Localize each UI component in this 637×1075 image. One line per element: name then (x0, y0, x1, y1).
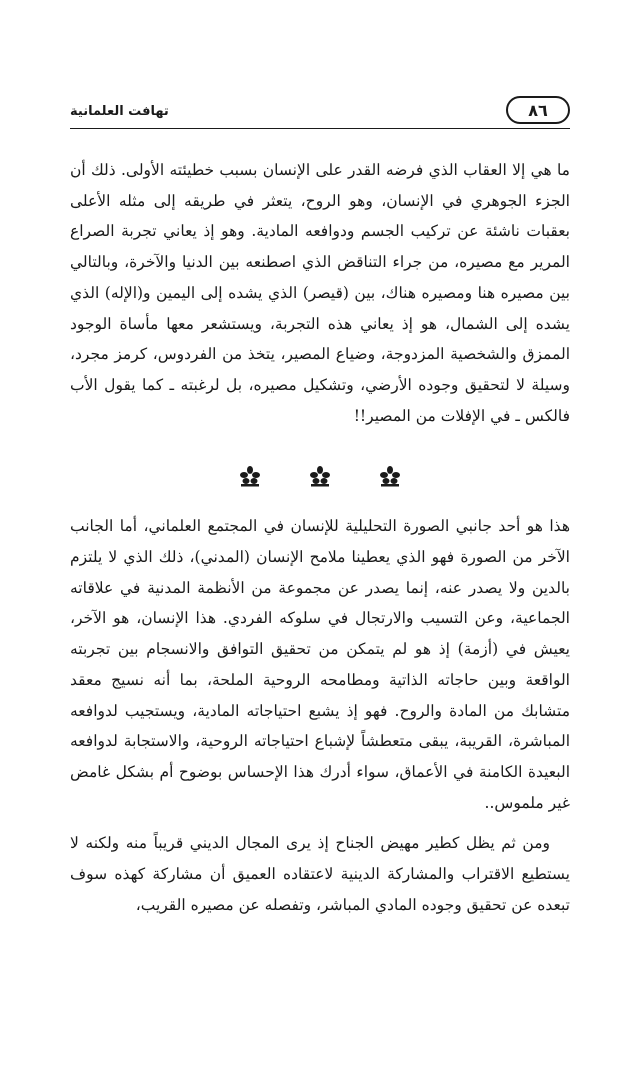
running-title: تهافت العلمانية (70, 104, 169, 119)
page-number-text: ٨٦ (528, 100, 548, 120)
page-body (70, 155, 570, 920)
section-divider-ornaments (70, 463, 570, 489)
page-header (70, 96, 570, 130)
header-divider (70, 128, 570, 129)
page-number (506, 96, 570, 124)
paragraph-3: ومن ثم يظل كطير مهيض الجناح إذ يرى المجال الديني قريباً منه ولكنه لا يستطيع الاقتراب والمشاركة الدينية لاعتقاده العميق أن مشاركة كهذه سوف تبعده عن تحقيق وجوده المادي المباشر، وتفصله عن مصيره القريب، (70, 834, 570, 914)
floral-ornament-icon (308, 465, 332, 487)
paragraph-1: ما هي إلا العقاب الذي فرضه القدر على الإنسان بسبب خطيئته الأولى. ذلك أن الجزء الجوهري في الإنسان، وهو الروح، يتعثر في طريقه إلى مثله الأعلى بعقبات ناشئة عن تركيب الجسم ودوافعه المادية. وهو إذ يعاني تجربة الصراع المرير مع مصيره، من جراء التناقض الذي اصطنعه بين الدنيا والآخرة، وبالتالي بين مصيره هنا ومصيره هناك، بين (قيصر) الذي يشده إلى اليمين و(الإله) الذي يشده إلى الشمال، هو إذ يعاني هذه التجربة، ويستشعر معها مأساة الوجود الممزق والشخصية المزدوجة، وضياع المصير، يتخذ من الفردوس، كرمز مجرد، وسيلة لا لتحقيق وجوده الأرضي، وتشكيل مصيره، بل لرغبته ـ كما يقول الأب فالكس ـ في الإفلات من المصير!! (70, 161, 570, 425)
floral-ornament-icon (378, 465, 402, 487)
paragraph-2: هذا هو أحد جانبي الصورة التحليلية للإنسان في المجتمع العلماني، أما الجانب الآخر من الصورة فهو الذي يعطينا ملامح الإنسان (المدني)، ذلك الذي لا يلتزم بالدين ولا يصدر عنه، إنما يصدر عن مجموعة من الأنظمة المدنية في علاقاته الجماعية، وعن التسيب والارتجال في سلوكه الفردي. هذا الإنسان، هو الآخر، يعيش في (أزمة) إذ هو لم يتمكن من تحقيق التوافق والانسجام بين تجربته الواقعة وبين حاجاته الذاتية ومطامحه الروحية الملحة، بما أنه نسيج معقد متشابك من المادة والروح. فهو إذ يشبع احتياجاته المادية، ويستجيب لدوافعه المباشرة، القريبة، يبقى متعطشاً لإشباع احتياجاته الروحية، والاستجابة لدوافعه البعيدة الكامنة في الأعماق، سواء أدرك هذا الإحساس بوضوح أم بشكل غامض غير ملموس.. (70, 517, 570, 812)
floral-ornament-icon (238, 465, 262, 487)
